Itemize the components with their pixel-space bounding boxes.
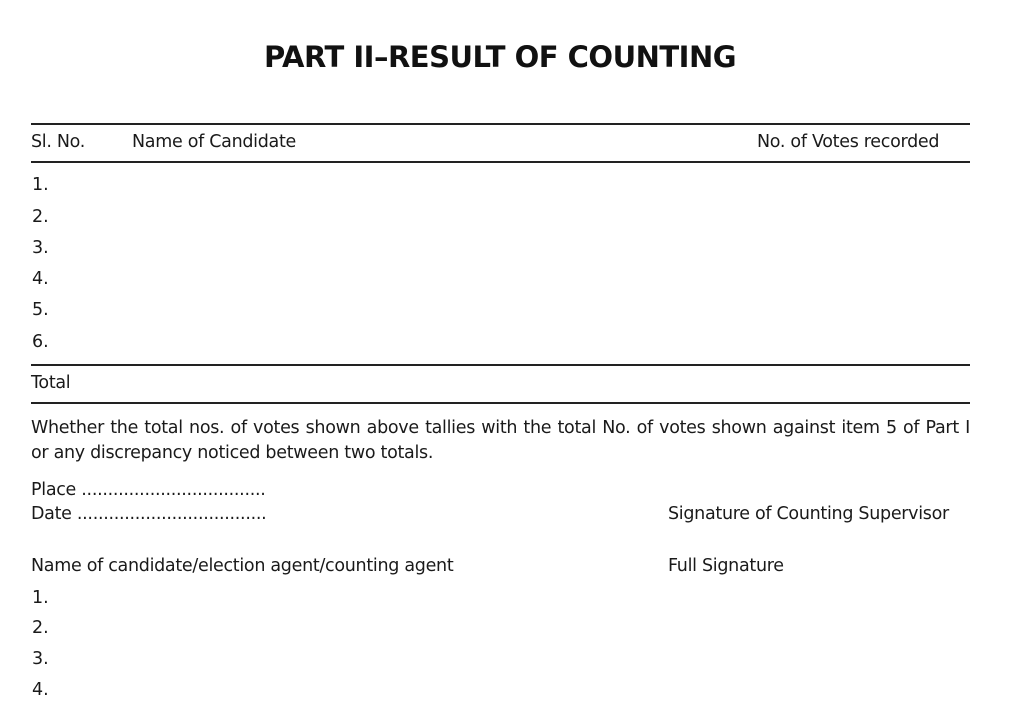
place-line [31, 480, 266, 500]
agents-signature-header: Full Signature [668, 556, 784, 576]
agent-row-1-num: 1. [32, 588, 49, 608]
table-row-3-sl: 3. [32, 238, 49, 258]
table-row-4-sl: 4. [32, 269, 49, 289]
table-header-rule [31, 161, 970, 163]
total-label: Total [31, 373, 71, 393]
header-candidate-name: Name of Candidate [132, 132, 296, 152]
discrepancy-question: Whether the total nos. of votes shown above tallies with the total No. of votes shown against item 5 of Part I or any discrepancy noticed between two totals. [31, 418, 970, 463]
table-row-6-sl: 6. [32, 332, 49, 352]
page-title: PART II–RESULT OF COUNTING [263, 40, 737, 74]
agent-row-4-num: 4. [32, 680, 49, 700]
agent-row-3-num: 3. [32, 649, 49, 669]
total-bottom-rule [31, 402, 970, 404]
agents-name-header: Name of candidate/election agent/counting agent [31, 556, 454, 576]
table-row-2-sl: 2. [32, 207, 49, 227]
agent-row-2-num: 2. [32, 618, 49, 638]
place-field[interactable]: ................................... [81, 480, 266, 500]
supervisor-signature-label: Signature of Counting Supervisor [668, 504, 949, 524]
header-sl-no: Sl. No. [31, 132, 86, 152]
table-row-5-sl: 5. [32, 300, 49, 320]
place-label: Place [31, 480, 77, 500]
date-line [31, 504, 266, 524]
date-field[interactable]: .................................... [76, 504, 267, 524]
total-top-rule [31, 364, 970, 366]
table-top-rule [31, 123, 970, 125]
header-votes-recorded: No. of Votes recorded [757, 132, 940, 152]
date-label: Date [31, 504, 72, 524]
table-row-1-sl: 1. [32, 175, 49, 195]
